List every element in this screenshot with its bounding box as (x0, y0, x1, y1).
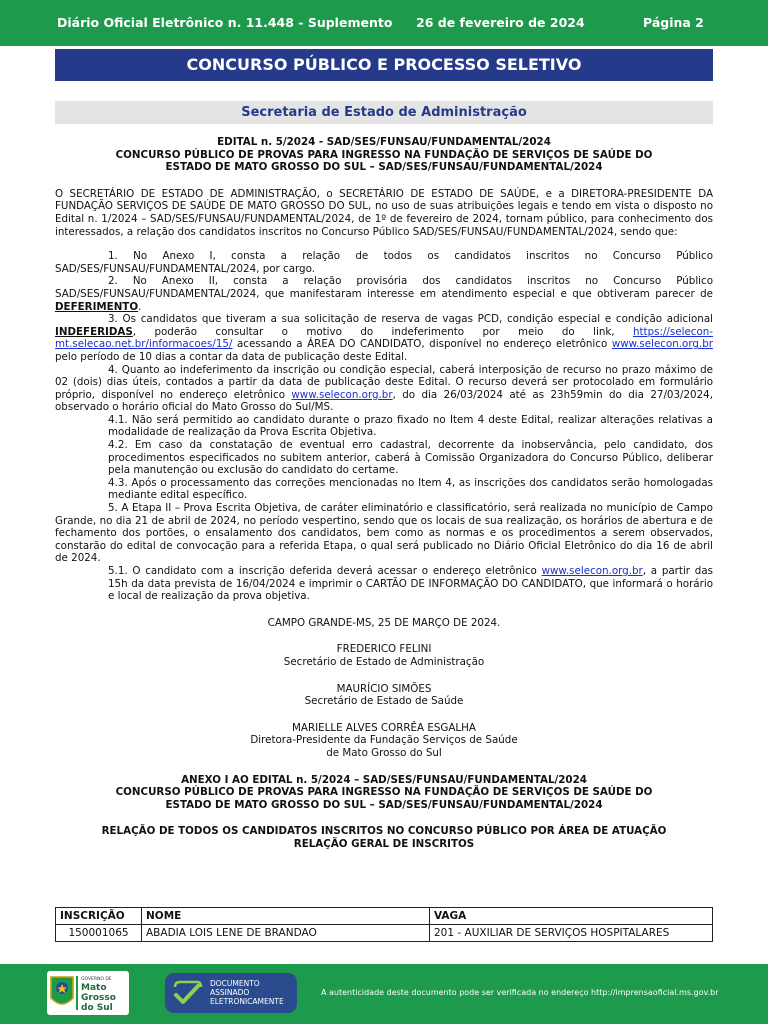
item-3: 3. Os candidatos que tiveram a sua solicitação de reserva de vagas PCD, condição especial e condição adicional INDEFERIDAS, poderão consultar o motivo do indeferimento por meio do link, https://selecon-mt.selecao.net.br/informacoes/15/ acessando a ÁREA DO CANDIDATO, disponível no endereço eletrônico www.selecon.org.br pelo período de 10 dias a contar da data de publicação deste Edital. (55, 313, 713, 363)
gazette-title: Diário Oficial Eletrônico n. 11.448 - Suplemento (57, 15, 393, 30)
ms-government-logo (46, 970, 130, 1016)
selecon-link[interactable]: www.selecon.org.br (291, 388, 393, 401)
table-header-row (56, 908, 713, 925)
signer-role: Secretário de Estado de Administração (283, 655, 485, 668)
signer-role: de Mato Grosso do Sul (326, 746, 442, 759)
inscription-cell: 150001065 (56, 925, 142, 942)
selecon-info-link[interactable]: https://selecon-mt.selecao.net.br/informacoes/15/ (55, 325, 713, 351)
signature-block (55, 643, 713, 668)
column-header: VAGA (430, 908, 713, 925)
item-5: 5. A Etapa II – Prova Escrita Objetiva, de caráter eliminatório e classificatório, será realizada no município de Campo Grande, no dia 21 de abril de 2024, no período vespertino, sendo que os locais de sua realização, os horários de abertura e de fechamento dos portões, o ensalamento dos candidatos, bem como as normas e os procedimentos a serem observados, constarão do edital de convocação para a referida Etapa, o qual será publicado no Diário Oficial Eletrônico do dia 16 de abril de 2024. (55, 502, 713, 565)
selecon-link[interactable]: www.selecon.org.br (541, 565, 643, 577)
issue-date: 26 de fevereiro de 2024 (416, 15, 585, 30)
item-2: 2. No Anexo II, consta a relação provisória dos candidatos inscritos no Concurso Público SAD/SES/FUNSAU/FUNDAMENTAL/2024, que manifestaram interesse em atendimento especial e que obtiveram parecer de DEFERIMENTO. (55, 275, 713, 313)
signature-block (55, 722, 713, 760)
signer-role: Secretário de Estado de Saúde (304, 695, 464, 708)
authenticity-note: A autenticidade deste documento pode ser verificada no endereço http://imprensaoficial.ms.gov.br (321, 988, 719, 997)
name-cell: ABADIA LOIS LENE DE BRANDAO (142, 925, 430, 942)
item-4: 4. Quanto ao indeferimento da inscrição ou condição especial, caberá interposição de recurso no prazo máximo de 02 (dois) dias úteis, contados a partir da data de publicação deste Edital. O recurso deverá ser protocolado em formulário próprio, disponível no endereço eletrônico www.selecon.org.br, do dia 26/03/2024 até as 23h59min do dia 27/03/2024, observado o horário oficial do Mato Grosso do Sul/MS. (55, 363, 713, 414)
footer-bar (0, 964, 768, 1024)
candidates-table (55, 907, 713, 942)
signature-block (55, 683, 713, 708)
position-cell: 201 - AUXILIAR DE SERVIÇOS HOSPITALARES (430, 925, 713, 942)
page-number: Página 2 (643, 15, 704, 30)
signed-document-badge: DOCUMENTO ASSINADO ELETRONICAMENTE (165, 973, 297, 1013)
svg-text:Grosso: Grosso (81, 993, 116, 1003)
anexo-title: ANEXO I AO EDITAL n. 5/2024 – SAD/SES/FUNSAU/FUNDAMENTAL/2024 CONCURSO PÚBLICO DE PROVAS PARA INGRESSO NA FUNDAÇÃO DE SERVIÇOS DE SAÚDE DO ESTADO DE MATO GROSSO DO SUL – SAD/SES/FUNSAU/FUNDAMENTAL/2024 (115, 773, 653, 811)
section-banner: CONCURSO PÚBLICO E PROCESSO SELETIVO (55, 49, 713, 81)
item-1: 1. No Anexo I, consta a relação de todos os candidatos inscritos no Concurso Público SAD/SES/FUNSAU/FUNDAMENTAL/2024, por cargo. (55, 250, 713, 275)
checkmark-icon (171, 979, 203, 1007)
department-bar: Secretaria de Estado de Administração (55, 101, 713, 124)
item-4-2: 4.2. Em caso da constatação de eventual erro cadastral, decorrente da inobservância, pelo candidato, dos procedimentos especificados no subitem anterior, caberá à Comissão Organizadora do Concurso Público, deliberar pela manutenção ou exclusão do candidato do certame. (108, 439, 713, 477)
intro-paragraph: O SECRETÁRIO DE ESTADO DE ADMINISTRAÇÃO, o SECRETÁRIO DE ESTADO DE SAÚDE, e a DIRETORA-PRESIDENTE DA FUNDAÇÃO SERVIÇOS DE SAÚDE DE MATO GROSSO DO SUL, no uso de suas atribuições legais e tendo em vista o disposto no Edital n. 1/2024 – SAD/SES/FUNSAU/FUNDAMENTAL/2024, de 1º de fevereiro de 2024, tornam público, para conhecimento dos interessados, a relação dos candidatos inscritos no Concurso Público SAD/SES/FUNSAU/FUNDAMENTAL/2024, sendo que: (55, 187, 713, 238)
signer-role: Diretora-Presidente da Fundação Serviços de Saúde (250, 734, 518, 747)
svg-text:do Sul: do Sul (81, 1003, 113, 1013)
column-header: NOME (142, 908, 430, 925)
edital-title: EDITAL n. 5/2024 - SAD/SES/FUNSAU/FUNDAMENTAL/2024 CONCURSO PÚBLICO DE PROVAS PARA INGRESSO NA FUNDAÇÃO DE SERVIÇOS DE SAÚDE DO ESTADO DE MATO GROSSO DO SUL – SAD/SES/FUNSAU/FUNDAMENTAL/2024 (115, 136, 653, 174)
svg-text:GOVERNO DE: GOVERNO DE (81, 977, 112, 982)
item-4-1: 4.1. Não será permitido ao candidato durante o prazo fixado no Item 4 deste Edital, realizar alterações relativas a modalidade de realização da Prova Escrita Objetiva. (108, 413, 713, 439)
signer-name: MAURÍCIO SIMÕES (336, 682, 432, 695)
table-row (56, 925, 713, 942)
document-body (55, 136, 713, 851)
gazette-header-bar (0, 0, 768, 46)
place-date: CAMPO GRANDE-MS, 25 DE MARÇO DE 2024. (267, 616, 501, 629)
column-header: INSCRIÇÃO (56, 908, 142, 925)
selecon-link[interactable]: www.selecon.org.br (611, 338, 713, 351)
svg-text:Mato: Mato (81, 983, 107, 993)
item-4-3: 4.3. Após o processamento das correções mencionadas no Item 4, as inscrições dos candidatos serão homologadas mediante edital específico. (108, 476, 713, 502)
signer-name: FREDERICO FELINI (336, 643, 432, 656)
relation-title: RELAÇÃO DE TODOS OS CANDIDATOS INSCRITOS NO CONCURSO PÚBLICO POR ÁREA DE ATUAÇÃO RELAÇÃO GERAL DE INSCRITOS (101, 825, 667, 850)
signer-name: MARIELLE ALVES CORRÊA ESGALHA (292, 721, 476, 734)
item-5-1: 5.1. O candidato com a inscrição deferida deverá acessar o endereço eletrônico www.selecon.org.br, a partir das 15h da data prevista de 16/04/2024 e imprimir o CARTÃO DE INFORMAÇÃO DO CANDIDATO, que informará o horário e local de realização da prova objetiva. (108, 565, 713, 603)
